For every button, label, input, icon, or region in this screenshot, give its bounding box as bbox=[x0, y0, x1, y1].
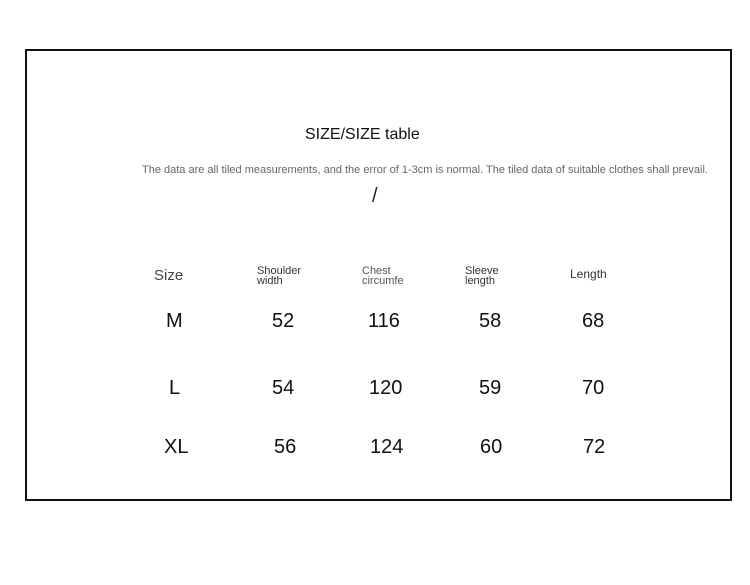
length-cell: 72 bbox=[583, 436, 606, 458]
length-cell: 70 bbox=[582, 377, 605, 399]
shoulder-cell: 56 bbox=[274, 436, 297, 458]
column-header-length: Length bbox=[570, 267, 607, 281]
table-row bbox=[0, 436, 750, 466]
column-header-sleeve-length: Sleeve length bbox=[465, 265, 499, 287]
sleeve-cell: 60 bbox=[480, 436, 503, 458]
measurement-note: The data are all tiled measurements, and the error of 1-3cm is normal. The tiled data of suitable clothes shall prevail. bbox=[142, 164, 708, 176]
chest-cell: 124 bbox=[370, 436, 404, 458]
page-title: SIZE/SIZE table bbox=[305, 126, 420, 143]
column-header-chest: Chest circumfe bbox=[362, 266, 404, 286]
length-cell: 68 bbox=[582, 310, 605, 332]
shoulder-cell: 54 bbox=[272, 377, 295, 399]
chest-cell: 120 bbox=[369, 377, 403, 399]
size-cell: XL bbox=[164, 436, 189, 458]
sleeve-cell: 59 bbox=[479, 377, 502, 399]
chest-cell: 116 bbox=[368, 310, 400, 332]
slash-separator: / bbox=[372, 185, 378, 207]
column-header-size: Size bbox=[154, 267, 184, 284]
size-cell: L bbox=[169, 377, 181, 399]
table-row bbox=[0, 377, 750, 407]
size-cell: M bbox=[166, 310, 183, 332]
shoulder-cell: 52 bbox=[272, 310, 295, 332]
sleeve-cell: 58 bbox=[479, 310, 502, 332]
column-header-shoulder-width: Shoulder width bbox=[257, 265, 302, 287]
table-row bbox=[0, 310, 750, 340]
